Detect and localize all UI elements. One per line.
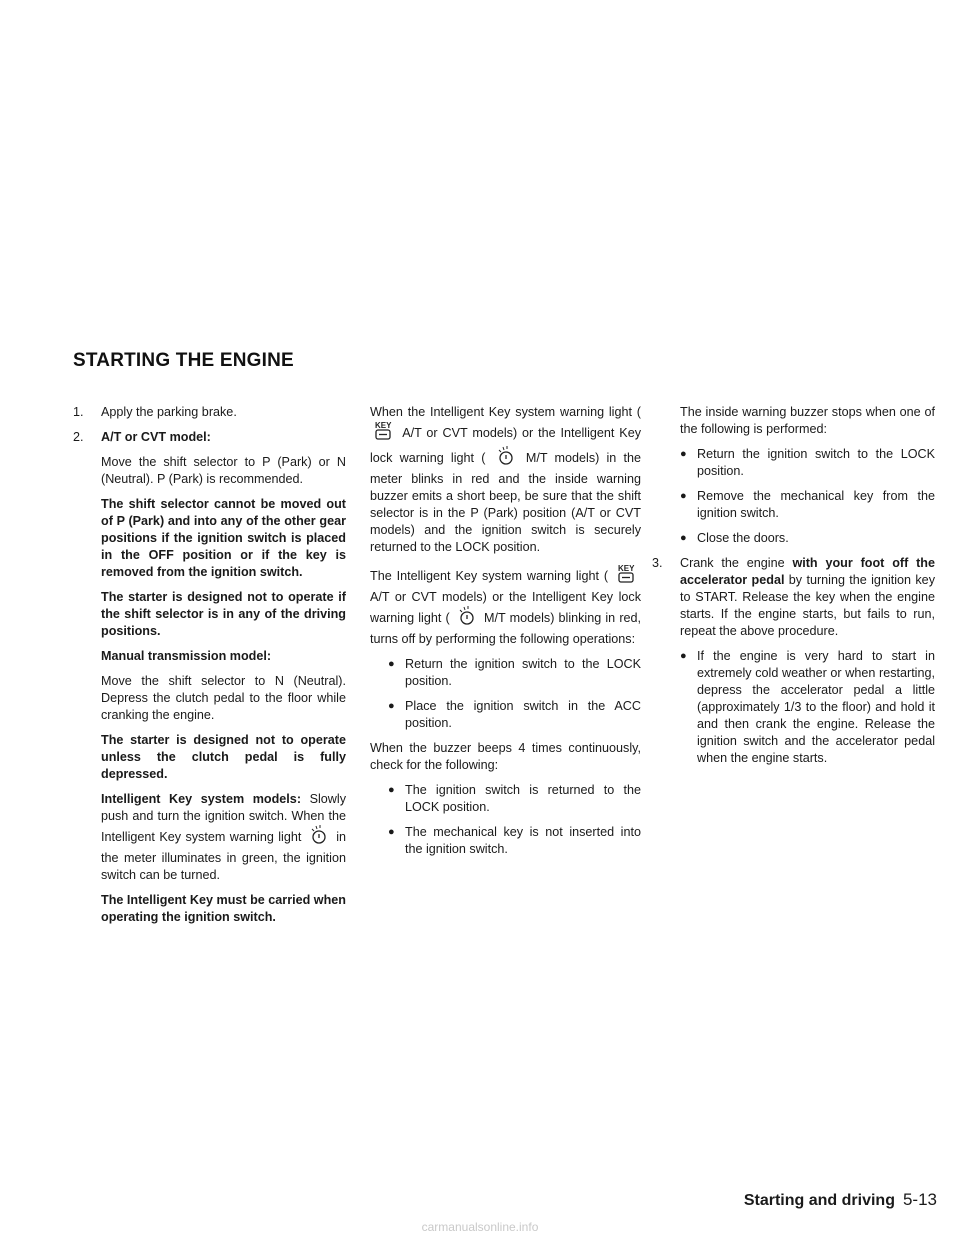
key-lock-icon <box>456 606 478 631</box>
list-item-text: Remove the mechanical key from the ignition switch. <box>697 489 935 520</box>
bullet-icon: ● <box>388 826 395 838</box>
key-warning-icon <box>615 564 639 589</box>
step-2 <box>73 429 346 446</box>
column-2 <box>370 404 641 866</box>
subheading: Manual transmission model: <box>101 649 272 663</box>
paragraph <box>370 564 641 648</box>
list-item-text: Place the ignition switch in the ACC position. <box>405 699 641 730</box>
key-lock-icon <box>308 825 330 850</box>
bold-paragraph: The Intelligent Key must be carried when operating the ignition switch. <box>101 893 346 924</box>
list-item-text: If the engine is very hard to start in extremely cold weather or when restarting, depress the accelerator pedal a little (approximately 1/3 to the floor) and hold it and then crank the engine. Release the ignition switch and the accelerator pedal when the engine starts. <box>697 649 935 765</box>
column-3 <box>652 404 935 775</box>
list-item <box>370 656 641 690</box>
list-item <box>370 782 641 816</box>
paragraph: Move the shift selector to N (Neutral). Depress the clutch pedal to the floor while cranking the engine. <box>101 674 346 722</box>
step-1 <box>73 404 346 421</box>
text: Slowly push and turn the ignition switch. When the Intelligent Key system warning light <box>101 792 347 844</box>
bullet-icon: ● <box>388 784 395 796</box>
list-item-text: Return the ignition switch to the LOCK position. <box>697 447 935 478</box>
bold-paragraph: The starter is designed not to operate unless the clutch pedal is fully depressed. <box>101 733 346 781</box>
list-item <box>652 488 935 522</box>
text: When the Intelligent Key system warning light ( <box>370 405 641 419</box>
inline-heading: Intelligent Key system models: <box>101 792 302 806</box>
list-item-text: Close the doors. <box>697 531 789 545</box>
page-number: 5-13 <box>902 1190 937 1209</box>
list-item-text: Return the ignition switch to the LOCK position. <box>405 657 641 688</box>
paragraph: When the buzzer beeps 4 times continuously, check for the following: <box>370 741 641 772</box>
bullet-icon: ● <box>680 448 687 460</box>
text: Crank the engine <box>680 556 793 570</box>
text: A/T or CVT models) or the Intelligent Key lock warning light ( <box>370 426 641 465</box>
paragraph: The inside warning buzzer stops when one of the following is performed: <box>680 405 935 436</box>
text: M/T models) blinking in red, turns off by performing the following operations: <box>370 611 642 646</box>
bullet-icon: ● <box>680 490 687 502</box>
text: M/T models) in the meter blinks in red and the inside warning buzzer emits a short beep, be sure that the shift selector is in the P (Park) position (A/T or CVT models) and the ignition switch is securely returned to the LOCK position. <box>370 451 642 554</box>
text: The Intelligent Key system warning light ( <box>370 569 609 583</box>
step-number: 2. <box>73 430 84 444</box>
step-text: Apply the parking brake. <box>101 405 237 419</box>
bullet-icon: ● <box>680 650 687 662</box>
paragraph <box>370 404 641 556</box>
key-warning-icon <box>372 421 396 446</box>
list-item-text: The ignition switch is returned to the LOCK position. <box>405 783 641 814</box>
svg-text:KEY: KEY <box>618 564 635 573</box>
watermark: carmanualsonline.info <box>421 1220 539 1234</box>
paragraph: Move the shift selector to P (Park) or N (Neutral). P (Park) is recommended. <box>101 455 346 486</box>
step-number: 3. <box>652 556 663 570</box>
step-text <box>680 555 935 640</box>
list-item <box>370 824 641 858</box>
bold-text: with your foot off the accelerator pedal <box>680 556 935 587</box>
list-item <box>652 530 935 547</box>
bold-paragraph: The starter is designed not to operate if the shift selector is in any of the driving positions. <box>101 590 346 638</box>
step-heading: A/T or CVT model: <box>101 430 211 444</box>
text: by turning the ignition key to START. Release the key when the engine starts. If the engine starts, but fails to run, repeat the above procedure. <box>680 573 935 638</box>
step-number: 1. <box>73 405 84 419</box>
footer-section: Starting and driving <box>743 1192 895 1209</box>
bullet-icon: ● <box>388 700 395 712</box>
bullet-icon: ● <box>388 658 395 670</box>
column-1 <box>73 404 346 934</box>
text: A/T or CVT models) or the Intelligent Key lock warning light ( <box>370 590 641 625</box>
list-item <box>652 446 935 480</box>
svg-text:KEY: KEY <box>375 421 392 430</box>
list-item-text: The mechanical key is not inserted into the ignition switch. <box>405 825 641 856</box>
text: in the meter illuminates in green, the ignition switch can be turned. <box>101 830 347 882</box>
step-3 <box>652 555 935 640</box>
key-lock-icon <box>495 446 517 471</box>
bullet-icon: ● <box>680 532 687 544</box>
page-footer <box>737 1190 937 1210</box>
section-title: STARTING THE ENGINE <box>73 350 294 371</box>
list-item <box>370 698 641 732</box>
bold-paragraph: The shift selector cannot be moved out of P (Park) and into any of the other gear positions if the ignition switch is placed in the OFF position or if the key is removed from the ignition switch. <box>101 497 346 579</box>
list-item <box>652 648 935 767</box>
paragraph <box>73 791 346 884</box>
